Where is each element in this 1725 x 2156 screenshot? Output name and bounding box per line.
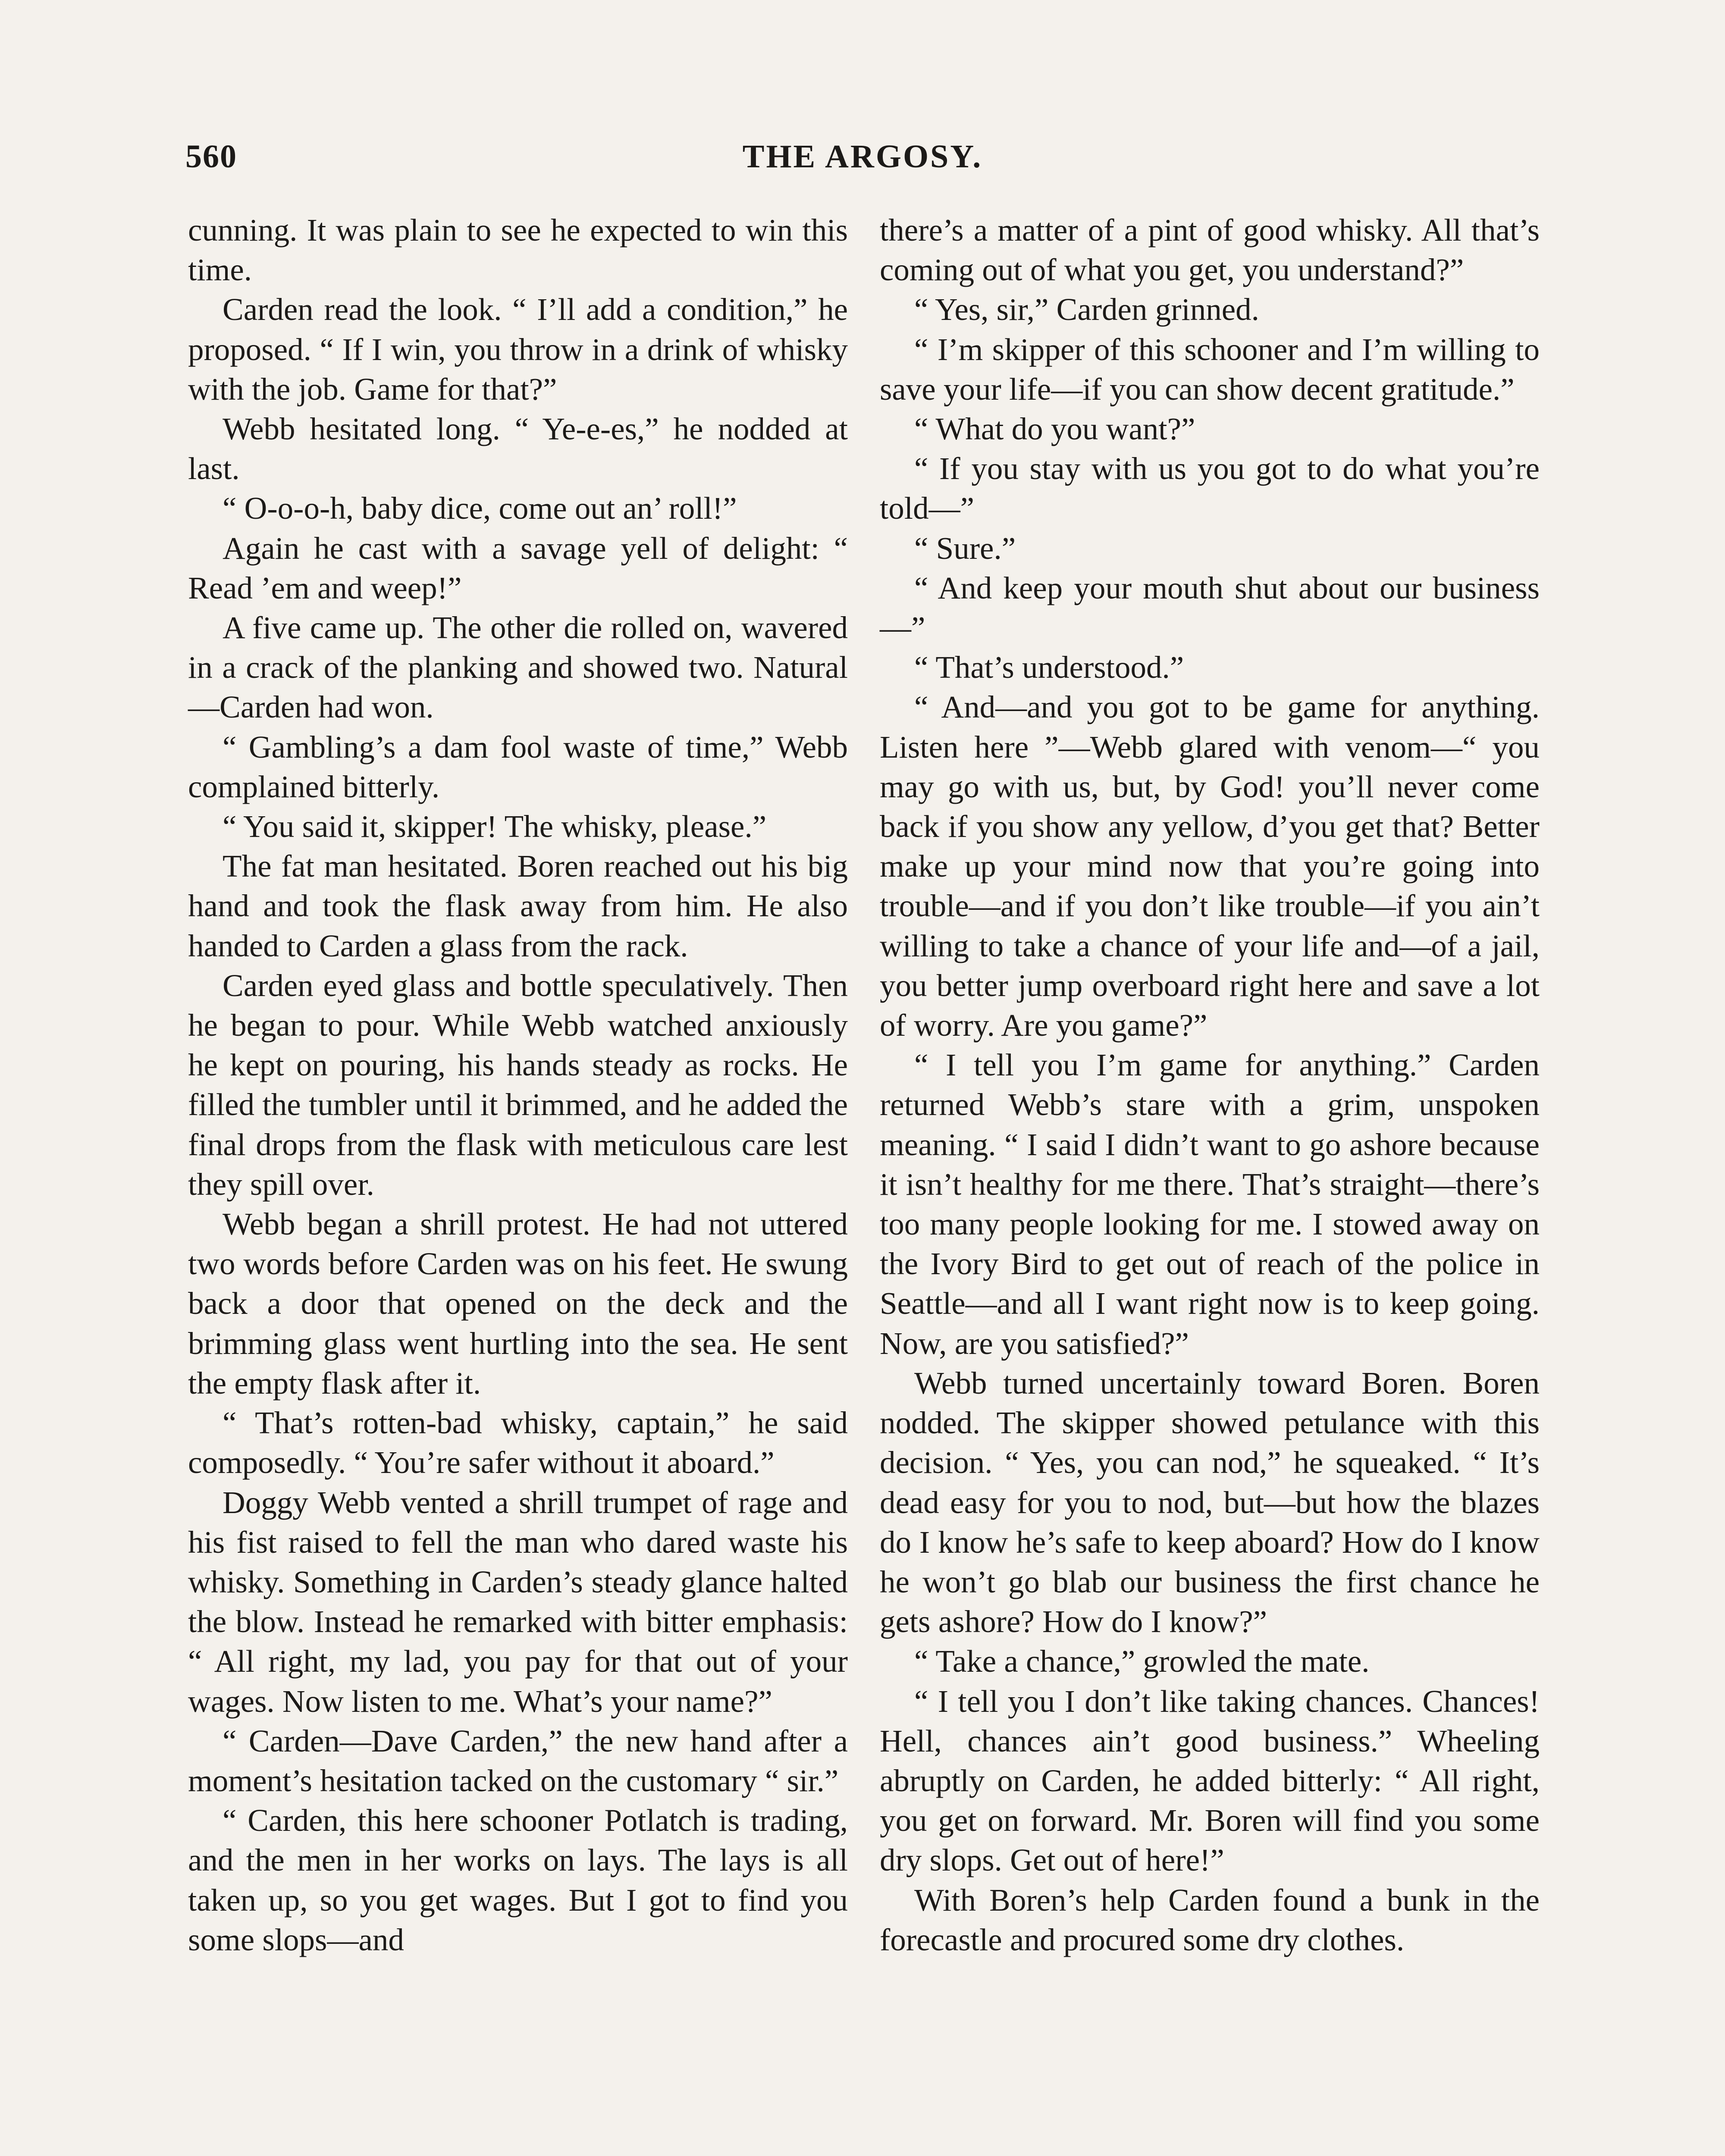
paragraph: Doggy Webb vented a shrill trumpet of rage and his fist raised to fell the man who dared waste his whisky. Something in Carden’s steady glance halted the blow. Instead he remarked with bitter emphasis: “ All right, my lad, you pay for that out of your wages. Now listen to me. What’s your name?” bbox=[188, 1485, 848, 1719]
text-column-right bbox=[880, 210, 1540, 1960]
paragraph: “ I tell you I’m game for anything.” Carden returned Webb’s stare with a grim, unspoken meaning. “ I said I didn’t want to go ashore because it isn’t healthy for me there. That’s straight—there’s too many people looking for me. I stowed away on the Ivory Bird to get out of reach of the police in Seattle—and all I want right now is to keep going. Now, are you satisfied?” bbox=[880, 1047, 1540, 1361]
text-column-left bbox=[188, 210, 848, 1960]
paragraph: “ Carden—Dave Carden,” the new hand after a moment’s hesitation tacked on the customary “ sir.” bbox=[188, 1723, 848, 1798]
paragraph: Webb turned uncertainly toward Boren. Boren nodded. The skipper showed petulance with this decision. “ Yes, you can nod,” he squeaked. “ It’s dead easy for you to nod, but—but how the blazes do I know he’s safe to keep aboard? How do I know he won’t go blab our business the first chance he gets ashore? How do I know?” bbox=[880, 1365, 1540, 1639]
paragraph: “ You said it, skipper! The whisky, please.” bbox=[223, 809, 767, 844]
page-header bbox=[185, 138, 1540, 185]
page-title: THE ARGOSY. bbox=[742, 138, 983, 175]
paragraph: there’s a matter of a pint of good whisky. All that’s coming out of what you get, you understand?” bbox=[880, 213, 1540, 288]
paragraph: Webb hesitated long. “ Ye-e-es,” he nodded at last. bbox=[188, 411, 848, 486]
paragraph: cunning. It was plain to see he expected to win this time. bbox=[188, 213, 848, 288]
paragraph: “ Yes, sir,” Carden grinned. bbox=[914, 292, 1259, 327]
paragraph: “ Gambling’s a dam fool waste of time,” Webb complained bitterly. bbox=[188, 729, 848, 804]
paragraph: “ Carden, this here schooner Potlatch is trading, and the men in her works on lays. The lays is all taken up, so you get wages. But I got to find you some slops—and bbox=[188, 1803, 848, 1957]
paragraph: Webb began a shrill protest. He had not uttered two words before Carden was on his feet. He swung back a door that opened on the deck and the brimming glass went hurtling into the sea. He sent the empty flask after it. bbox=[188, 1206, 848, 1401]
paragraph: “ I’m skipper of this schooner and I’m willing to save your life—if you can show decent gratitude.” bbox=[880, 332, 1540, 407]
paragraph: “ O-o-o-h, baby dice, come out an’ roll!” bbox=[223, 491, 737, 526]
paragraph: “ That’s understood.” bbox=[914, 650, 1184, 685]
page-number: 560 bbox=[185, 138, 237, 175]
paragraph: “ What do you want?” bbox=[914, 411, 1195, 447]
paragraph: A five came up. The other die rolled on, wavered in a crack of the planking and showed two. Natural—Carden had won. bbox=[188, 610, 848, 725]
paragraph: “ If you stay with us you got to do what you’re told—” bbox=[880, 451, 1540, 526]
paragraph: The fat man hesitated. Boren reached out his big hand and took the flask away from him. He also handed to Carden a glass from the rack. bbox=[188, 849, 848, 963]
paragraph: “ Take a chance,” growled the mate. bbox=[914, 1644, 1370, 1679]
paragraph: With Boren’s help Carden found a bunk in the forecastle and procured some dry clothes. bbox=[880, 1882, 1540, 1957]
paragraph: “ I tell you I don’t like taking chances. Chances! Hell, chances ain’t good business.” Wheeling abruptly on Carden, he added bitterly: “ All right, you get on forward. Mr. Boren will find you some dry slops. Get out of here!” bbox=[880, 1683, 1540, 1878]
paragraph: Carden read the look. “ I’ll add a condition,” he proposed. “ If I win, you throw in a drink of whisky with the job. Game for that?” bbox=[188, 292, 848, 407]
paragraph: “ Sure.” bbox=[914, 530, 1016, 566]
paragraph: Carden eyed glass and bottle speculatively. Then he began to pour. While Webb watched anxiously he kept on pouring, his hands steady as rocks. He filled the tumbler until it brimmed, and he added the final drops from the flask with meticulous care lest they spill over. bbox=[188, 968, 848, 1202]
paragraph: “ And—and you got to be game for anything. Listen here ”—Webb glared with venom—“ you may go with us, but, by God! you’ll never come back if you show any yellow, d’you get that? Better make up your mind now that you’re going into trouble—and if you don’t like trouble—if you ain’t willing to take a chance of your life and—of a jail, you better jump overboard right here and save a lot of worry. Are you game?” bbox=[880, 689, 1540, 1043]
paragraph: Again he cast with a savage yell of delight: “ Read ’em and weep!” bbox=[188, 530, 848, 605]
paragraph: “ That’s rotten-bad whisky, captain,” he said composedly. “ You’re safer without it aboard.” bbox=[188, 1405, 848, 1480]
paragraph: “ And keep your mouth shut about our business—” bbox=[880, 570, 1540, 646]
